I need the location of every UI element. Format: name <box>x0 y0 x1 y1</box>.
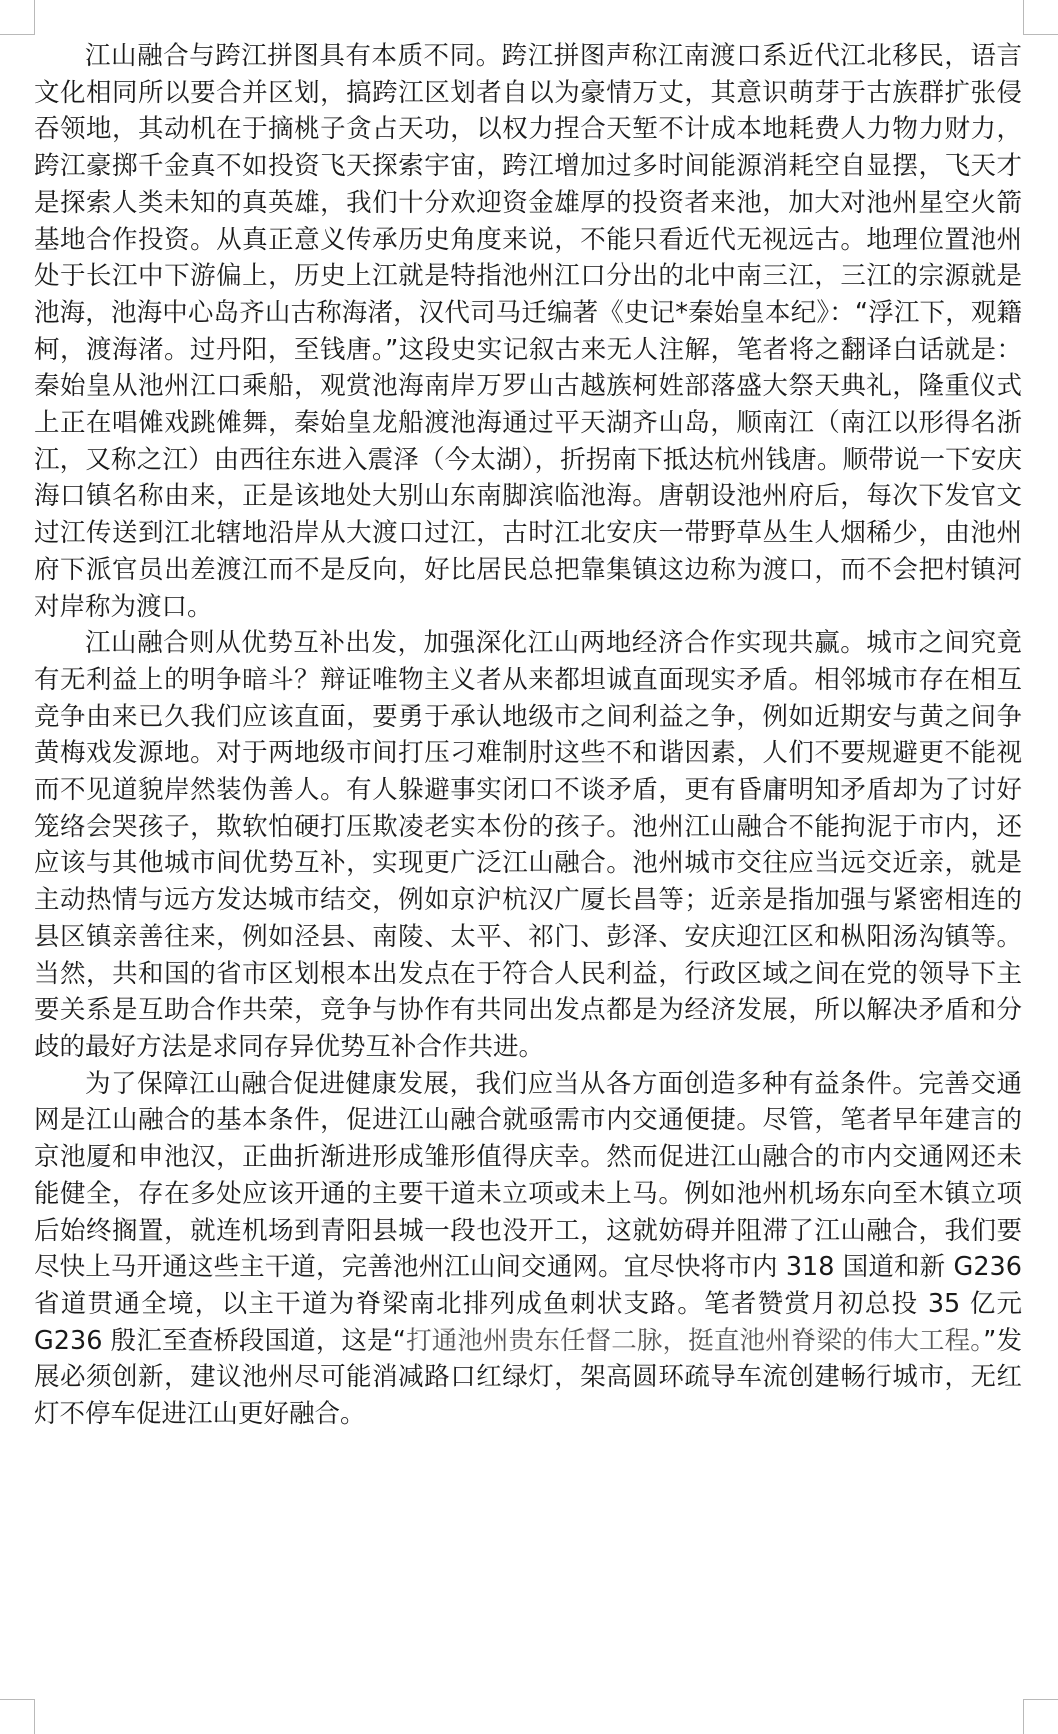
paragraph-3-quote: 打通池州贵东任督二脉，挺直池州脊梁的伟大工程。 <box>405 1325 984 1356</box>
paragraph-3 <box>34 1066 1022 1433</box>
document-body <box>34 38 1022 1433</box>
paragraph-1: 江山融合与跨江拼图具有本质不同。跨江拼图声称江南渡口系近代江北移民，语言文化相同所以要合并区划，搞跨江区划者自以为豪情万丈，其意识萌芽于古族群扩张侵吞领地，其动机在于摘桃子贪占天功，以权力捏合天堑不计成本地耗费人力物力财力，跨江豪掷千金真不如投资飞天探索宇宙，跨江增加过多时间能源消耗空自显摆，飞天才是探索人类未知的真英雄，我们十分欢迎资金雄厚的投资者来池，加大对池州星空火箭基地合作投资。从真正意义传承历史角度来说，不能只看近代无视远古。地理位置池州处于长江中下游偏上，历史上江就是特指池州江口分出的北中南三江，三江的宗源就是池海，池海中心岛齐山古称海渚，汉代司马迁编著《史记*秦始皇本纪》：“浮江下，观籍柯，渡海渚。过丹阳，至钱唐。”这段史实记叙古来无人注解，笔者将之翻译白话就是：秦始皇从池州江口乘船，观赏池海南岸万罗山古越族柯姓部落盛大祭天典礼，隆重仪式上正在唱傩戏跳傩舞，秦始皇龙船渡池海通过平天湖齐山岛，顺南江（南江以形得名浙江，又称之江）由西往东进入震泽（今太湖），折拐南下抵达杭州钱唐。顺带说一下安庆海口镇名称由来，正是该地处大别山东南脚滨临池海。唐朝设池州府后，每次下发官文过江传送到江北辖地沿岸从大渡口过江，古时江北安庆一带野草丛生人烟稀少，由池州府下派官员出差渡江而不是反向，好比居民总把靠集镇这边称为渡口，而不会把村镇河对岸称为渡口。 <box>34 41 1022 622</box>
page-corner-mark-bottom-right <box>1023 1699 1058 1734</box>
page-corner-mark-bottom-left <box>0 1699 35 1734</box>
page-corner-mark-top-right <box>1023 0 1058 35</box>
paragraph-3-text-before-quote: 为了保障江山融合促进健康发展，我们应当从各方面创造多种有益条件。完善交通网是江山融合的基本条件，促进江山融合就亟需市内交通便捷。尽管，笔者早年建言的京池厦和申池汉，正曲折渐进形成雏形值得庆幸。然而促进江山融合的市内交通网还未能健全，存在多处应该开通的主要干道未立项或未上马。例如池州机场东向至木镇立项后始终搁置，就连机场到青阳县城一段也没开工，这就妨碍并阻滞了江山融合，我们要尽快上马开通这些主干道，完善池州江山间交通网。宜尽快将市内 318 国道和新 G236 省道贯通全境，以主干道为脊梁南北排列成鱼刺状支路。笔者赞赏月初总投 35 亿元 G236 殷汇至查桥段国道，这是“ <box>34 1068 1022 1356</box>
paragraph-2: 江山融合则从优势互补出发，加强深化江山两地经济合作实现共赢。城市之间究竟有无利益上的明争暗斗？辩证唯物主义者从来都坦诚直面现实矛盾。相邻城市存在相互竞争由来已久我们应该直面，要勇于承认地级市之间利益之争，例如近期安与黄之间争黄梅戏发源地。对于两地级市间打压刁难制肘这些不和谐因素，人们不要规避更不能视而不见道貌岸然装伪善人。有人躲避事实闭口不谈矛盾，更有昏庸明知矛盾却为了讨好笼络会哭孩子，欺软怕硬打压欺凌老实本份的孩子。池州江山融合不能拘泥于市内，还应该与其他城市间优势互补，实现更广泛江山融合。池州城市交往应当远交近亲，就是主动热情与远方发达城市结交，例如京沪杭汉广厦长昌等；近亲是指加强与紧密相连的县区镇亲善往来，例如泾县、南陵、太平、祁门、彭泽、安庆迎江区和枞阳汤沟镇等。当然，共和国的省市区划根本出发点在于符合人民利益，行政区域之间在党的领导下主要关系是互助合作共荣，竞争与协作有共同出发点都是为经济发展，所以解决矛盾和分歧的最好方法是求同存异优势互补合作共进。 <box>34 628 1022 1062</box>
paragraph-3-text-after-quote: ”发展必须创新，建议池州尽可能消减路口红绿灯，架高圆环疏导车流创建畅行城市，无红灯不停车促进江山更好融合。 <box>34 1325 1022 1430</box>
page-corner-mark-top-left <box>0 0 35 35</box>
